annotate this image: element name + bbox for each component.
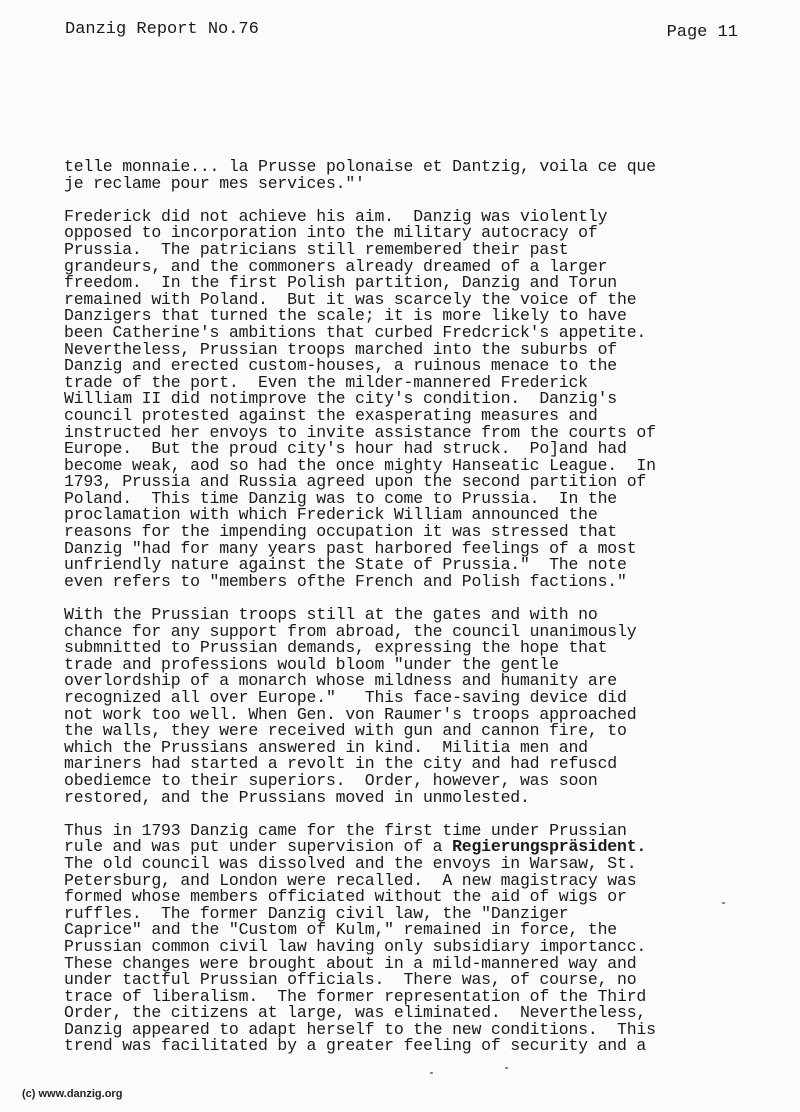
text-line: formed whose members officiated without the aid of wigs or [64, 887, 627, 907]
text-line: become weak, aod so had the once mighty Hanseatic League. In [64, 455, 656, 475]
text-line: trade of the port. Even the milder-mannered Frederick [64, 372, 588, 392]
text-line: Caprice" and the "Custom of Kulm," remained in force, the [64, 920, 617, 940]
page-header [65, 20, 738, 44]
text-line: which the Prussians answered in kind. Militia men and [64, 737, 588, 757]
text-line: remained with Poland. But it was scarcely the voice of the [64, 289, 637, 309]
paragraph-4 [64, 820, 744, 1056]
text-line: telle monnaie... la Prusse polonaise et Dantzig, voila ce que [64, 157, 656, 176]
text-line: instructed her envoys to invite assistance from the courts of [64, 422, 656, 442]
paragraph-3 [64, 607, 744, 806]
text-line: trend was facilitated by a greater feeling of security and a [64, 1036, 647, 1056]
report-title: Danzig Report No.76 [65, 20, 259, 39]
scan-speck [430, 1072, 433, 1074]
text-line: With the Prussian troops still at the gates and with no [64, 605, 598, 625]
text-line: William II did notimprove the city's condition. Danzig's [64, 389, 617, 409]
text-line: reasons for the impending occupation it was stressed that [64, 522, 617, 542]
text-line: proclamation with which Frederick William announced the [64, 505, 598, 525]
text-line: Danzig "had for many years past harbored feelings of a most [64, 538, 637, 558]
text-line: not work too well. When Gen. von Raumer's troops approached [64, 704, 637, 724]
text-line: Order, the citizens at large, was eliminated. Nevertheless, [64, 1003, 647, 1023]
text-line: Danzig appeared to adapt herself to the new conditions. This [64, 1019, 656, 1039]
text-line: chance for any support from abroad, the council unanimously [64, 621, 637, 641]
copyright-footer: (c) www.danzig.org [22, 1088, 123, 1100]
text-line: obediemce to their superiors. Order, however, was soon [64, 770, 598, 790]
text-line: under tactful Prussian officials. There was, of course, no [64, 970, 637, 990]
text-run: rule and was put under supervision of a [64, 837, 453, 857]
paragraph-1 [64, 159, 744, 192]
text-line: Poland. This time Danzig was to come to Prussia. In the [64, 488, 617, 508]
text-line: Europe. But the proud city's hour had struck. Po]and had [64, 439, 627, 459]
text-line: council protested against the exasperating measures and [64, 405, 598, 425]
text-line: Prussia. The patricians still remembered their past [64, 239, 569, 259]
text-line: Danzig and erected custom-houses, a ruinous menace to the [64, 356, 617, 376]
text-line: grandeurs, and the commoners already dreamed of a larger [64, 256, 608, 276]
text-line: ruffles. The former Danzig civil law, the "Danziger [64, 903, 569, 923]
text-line: The old council was dissolved and the envoys in Warsaw, St. [64, 853, 637, 873]
bold-term: Regierungspräsident. [452, 837, 647, 857]
text-line: Thus in 1793 Danzig came for the first time under Prussian [64, 820, 627, 840]
text-line: been Catherine's ambitions that curbed Fredcrick's appetite. [64, 322, 647, 342]
text-line: Frederick did not achieve his aim. Danzig was violently [64, 206, 608, 226]
page-number: Page 11 [666, 23, 738, 42]
text-line: freedom. In the first Polish partition, Danzig and Torun [64, 273, 617, 293]
text-line: Petersburg, and London were recalled. A new magistracy was [64, 870, 637, 890]
text-line: unfriendly nature against the State of Prussia." The note [64, 555, 627, 575]
text-line: overlordship of a monarch whose mildness and humanity are [64, 671, 617, 691]
text-line: even refers to "members ofthe French and Polish factions." [64, 571, 627, 591]
text-line: trace of liberalism. The former representation of the Third [64, 986, 647, 1006]
text-line: Prussian common civil law having only subsidiary importancc. [64, 936, 647, 956]
text-line: mariners had started a revolt in the city and had refuscd [64, 754, 617, 774]
text-line: je reclame pour mes services."' [64, 173, 365, 193]
text-line: restored, and the Prussians moved in unmolested. [64, 787, 530, 807]
body-text [64, 159, 744, 1072]
text-line: submnitted to Prussian demands, expressing the hope that [64, 638, 608, 658]
scan-speck [722, 902, 725, 904]
text-line: 1793, Prussia and Russia agreed upon the second partition of [64, 472, 647, 492]
paragraph-2 [64, 206, 744, 591]
text-line: the walls, they were received with gun and cannon fire, to [64, 721, 627, 741]
text-line: Nevertheless, Prussian troops marched into the suburbs of [64, 339, 617, 359]
text-line: These changes were brought about in a mild-mannered way and [64, 953, 637, 973]
scan-speck [505, 1067, 508, 1069]
text-line: Danzigers that turned the scale; it is more likely to have [64, 306, 627, 326]
text-line: trade and professions would bloom "under the gentle [64, 654, 559, 674]
text-line: recognized all over Europe." This face-saving device did [64, 688, 627, 707]
text-line: opposed to incorporation into the military autocracy of [64, 223, 598, 243]
